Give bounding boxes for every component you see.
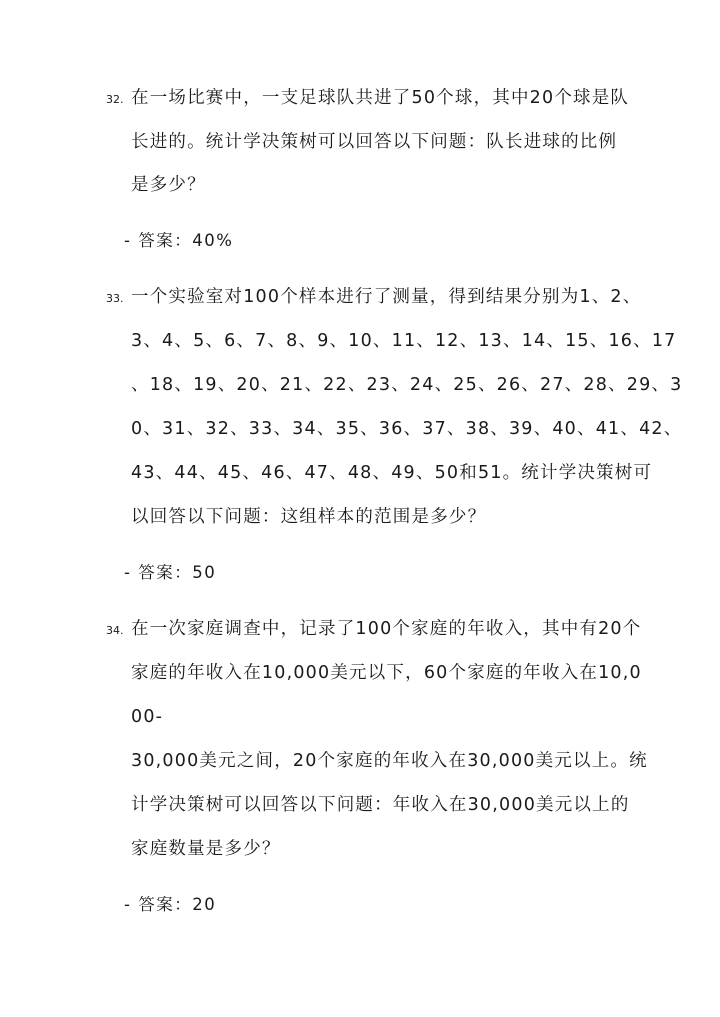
question-text-line: 00- [131, 707, 164, 727]
question-text-line: 一个实验室对100个样本进行了测量，得到结果分别为1、2、 [131, 287, 642, 307]
question-text-line: 以回答以下问题：这组样本的范围是多少？ [131, 507, 487, 527]
question-text-line: 在一次家庭调查中，记录了100个家庭的年收入，其中有20个 [131, 619, 642, 639]
question-text-line: 30,000美元之间，20个家庭的年收入在30,000美元以上。统 [131, 751, 648, 771]
question-text-line: 43、44、45、46、47、48、49、50和51。统计学决策树可 [131, 463, 653, 483]
question-number: 32. [106, 93, 124, 106]
question-text-line: 是多少？ [131, 175, 206, 195]
question-text-line: 在一场比赛中，一支足球队共进了50个球，其中20个球是队 [131, 88, 630, 108]
question-text-line: 计学决策树可以回答以下问题：年收入在30,000美元以上的 [131, 795, 630, 815]
question-text-line: 家庭的年收入在10,000美元以下，60个家庭的年收入在10,0 [131, 663, 642, 683]
question-text-line: 、18、19、20、21、22、23、24、25、26、27、28、29、3 [131, 375, 683, 395]
answer-line: - 答案：20 [124, 895, 217, 914]
question-text-line: 0、31、32、33、34、35、36、37、38、39、40、41、42、 [131, 419, 683, 439]
question-text-line: 家庭数量是多少？ [131, 839, 281, 859]
question-number: 34. [106, 624, 124, 637]
answer-line: - 答案：50 [124, 563, 217, 582]
question-text-line: 长进的。统计学决策树可以回答以下问题：队长进球的比例 [131, 132, 618, 152]
question-number: 33. [106, 292, 124, 305]
answer-line: - 答案：40% [124, 231, 234, 250]
question-text-line: 3、4、5、6、7、8、9、10、11、12、13、14、15、16、17 [131, 331, 677, 351]
